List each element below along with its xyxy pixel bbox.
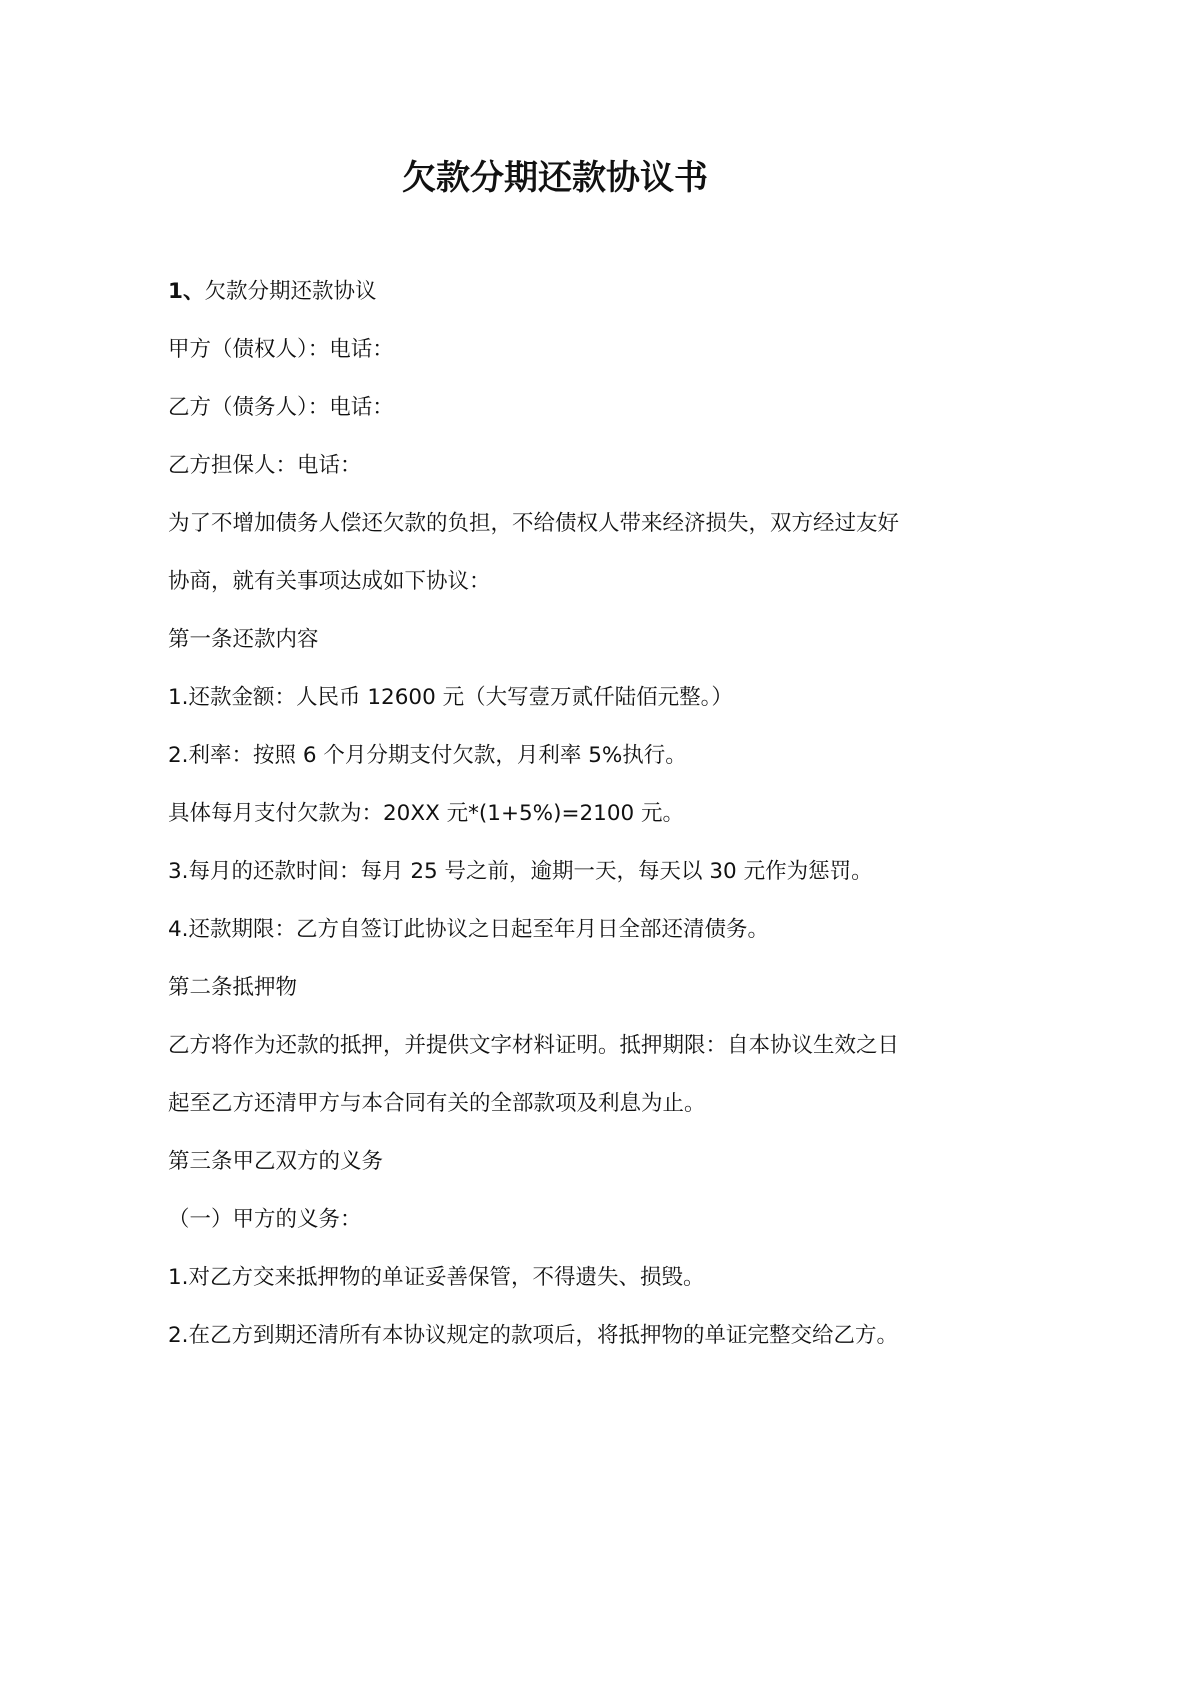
article-heading: 第三条甲乙双方的义务 xyxy=(168,1149,384,1174)
heading-number: 1、 xyxy=(168,279,205,304)
section-heading xyxy=(168,263,968,321)
clause-line: 具体每月支付欠款为：20XX 元*(1+5%)=2100 元。 xyxy=(168,801,685,826)
paragraph-line: 起至乙方还清甲方与本合同有关的全部款项及利息为止。 xyxy=(168,1091,706,1116)
document-body xyxy=(168,263,968,1365)
guarantor-line: 乙方担保人：电话： xyxy=(168,453,362,478)
clause-line: 2.利率：按照 6 个月分期支付欠款，月利率 5%执行。 xyxy=(168,743,687,768)
paragraph-line: 为了不增加债务人偿还欠款的负担，不给债权人带来经济损失，双方经过友好 xyxy=(168,511,900,536)
document-title: 欠款分期还款协议书 xyxy=(402,158,708,198)
clause-line: 1.对乙方交来抵押物的单证妥善保管，不得遗失、损毁。 xyxy=(168,1265,705,1290)
clause-line: 1.还款金额：人民币 12600 元（大写壹万贰仟陆佰元整。） xyxy=(168,685,733,710)
article-heading: 第一条还款内容 xyxy=(168,627,319,652)
paragraph-line: 协商，就有关事项达成如下协议： xyxy=(168,569,491,594)
subsection-heading: （一）甲方的义务： xyxy=(168,1207,362,1232)
clause-line: 3.每月的还款时间：每月 25 号之前，逾期一天，每天以 30 元作为惩罚。 xyxy=(168,859,873,884)
paragraph-line: 乙方将作为还款的抵押，并提供文字材料证明。抵押期限：自本协议生效之日 xyxy=(168,1033,900,1058)
clause-line: 2.在乙方到期还清所有本协议规定的款项后，将抵押物的单证完整交给乙方。 xyxy=(168,1323,899,1348)
article-heading: 第二条抵押物 xyxy=(168,975,298,1000)
heading-text: 欠款分期还款协议 xyxy=(204,279,377,304)
clause-line: 4.还款期限：乙方自签订此协议之日起至年月日全部还清债务。 xyxy=(168,917,770,942)
party-b-line: 乙方（债务人）：电话： xyxy=(168,395,394,420)
party-a-line: 甲方（债权人）：电话： xyxy=(168,337,394,362)
